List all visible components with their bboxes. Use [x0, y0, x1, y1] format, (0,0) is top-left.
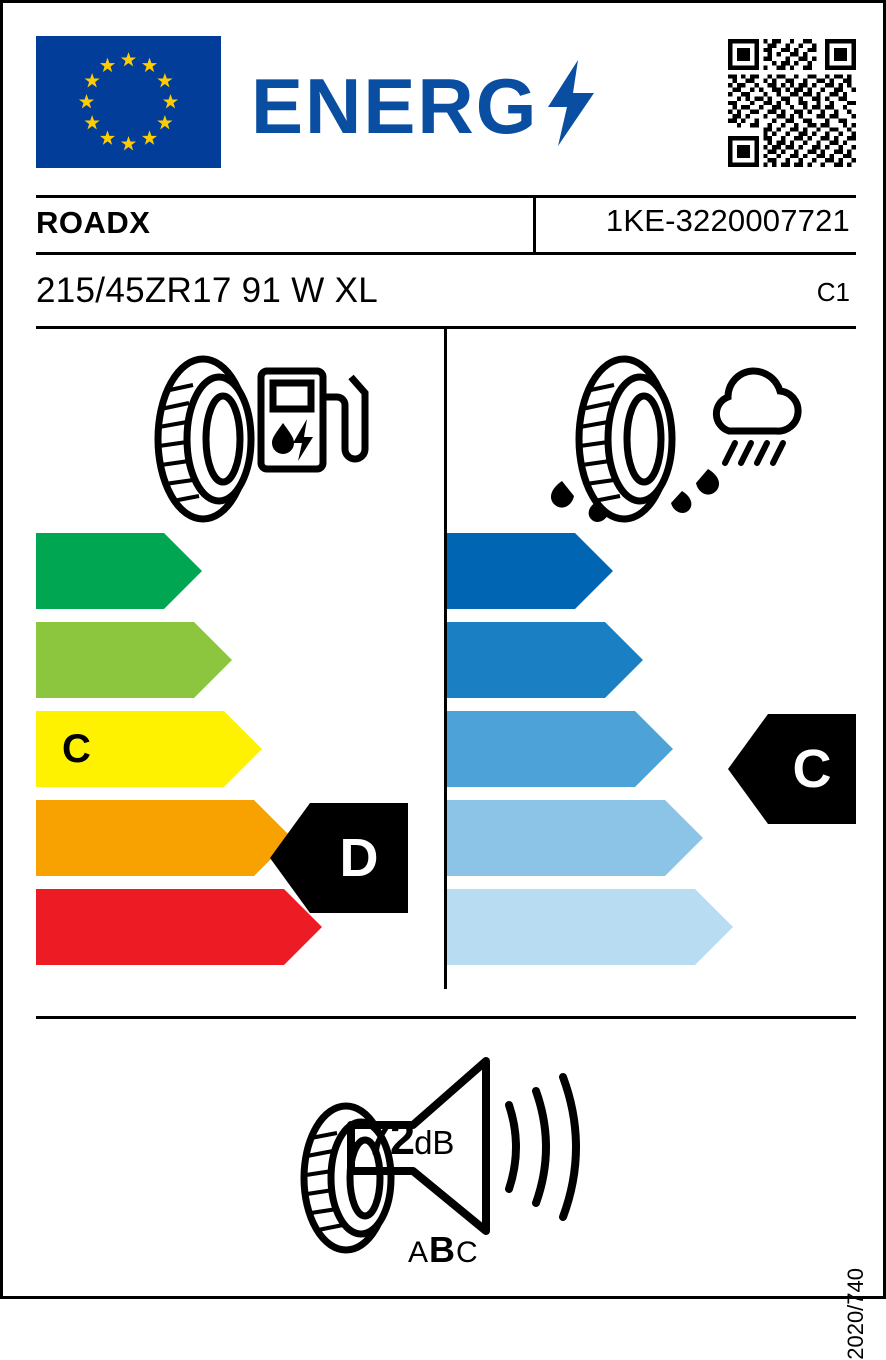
noise-class-a: A — [408, 1236, 430, 1269]
noise-class-c: C — [456, 1236, 479, 1269]
wet-grip-grade-e-letter: E — [473, 904, 500, 949]
noise-value — [366, 1113, 454, 1165]
wet-grip-grade-e — [447, 889, 695, 965]
grade-row — [447, 622, 855, 698]
regulation-year: 2020/740 — [843, 1268, 868, 1360]
tyre-splash-icon — [551, 359, 719, 522]
wet-grip-grade-a — [447, 533, 575, 609]
wet-grip-grade-c — [447, 711, 635, 787]
grade-row — [447, 889, 855, 965]
noise-value-unit: dB — [414, 1124, 455, 1161]
brand-name: ROADX — [36, 205, 151, 240]
grade-row — [36, 711, 444, 787]
wet-grip-grade-b-letter: B — [473, 637, 502, 682]
wet-grip-grade-d-letter: D — [473, 815, 502, 860]
fuel-efficiency-result-badge: D — [310, 803, 408, 913]
fuel-grade-c — [36, 711, 224, 787]
energy-wordmark — [251, 62, 596, 150]
lightning-bolt-icon — [544, 60, 596, 151]
grade-row — [36, 533, 444, 609]
divider-top — [36, 195, 856, 198]
fuel-efficiency-pictogram — [131, 351, 381, 526]
fuel-grade-c-letter: C — [62, 726, 91, 771]
rain-cloud-icon — [716, 371, 798, 463]
wet-grip-result-badge: C — [768, 714, 856, 824]
eu-flag-icon — [36, 36, 221, 168]
sku-code: 1KE-3220007721 — [605, 203, 850, 238]
tyre-icon — [158, 359, 251, 519]
fuel-grade-a-letter: A — [62, 548, 91, 593]
fuel-grade-d-letter: D — [62, 815, 91, 860]
fuel-grade-b — [36, 622, 194, 698]
grade-row — [36, 622, 444, 698]
wet-grip-grade-b — [447, 622, 605, 698]
fuel-grade-a — [36, 533, 164, 609]
divider-mid — [36, 252, 856, 255]
wet-grip-panel — [447, 329, 855, 989]
fuel-drop-icon — [272, 419, 313, 461]
wet-grip-pictogram — [532, 351, 812, 526]
energy-wordmark-text: ENERG — [251, 62, 539, 150]
wet-grip-grade-a-letter: A — [473, 548, 502, 593]
fuel-pump-icon — [261, 371, 365, 469]
tyre-size: 215/45ZR17 91 W XL — [36, 271, 378, 310]
fuel-grade-e-letter: E — [62, 904, 89, 949]
grade-row — [447, 533, 855, 609]
fuel-grade-e — [36, 889, 284, 965]
label-header — [36, 36, 856, 168]
noise-value-number: 72 — [366, 1113, 415, 1164]
qr-code-icon — [728, 39, 856, 167]
divider-brand-sku — [533, 195, 536, 252]
wet-grip-grade-c-letter: C — [473, 726, 502, 771]
noise-class-b: B — [429, 1229, 457, 1270]
fuel-grade-b-letter: B — [62, 637, 91, 682]
noise-class-scale — [408, 1229, 479, 1271]
divider-below-mid — [36, 1016, 856, 1019]
wet-grip-grade-d — [447, 800, 665, 876]
tyre-class: C1 — [816, 277, 850, 307]
fuel-grade-d — [36, 800, 254, 876]
